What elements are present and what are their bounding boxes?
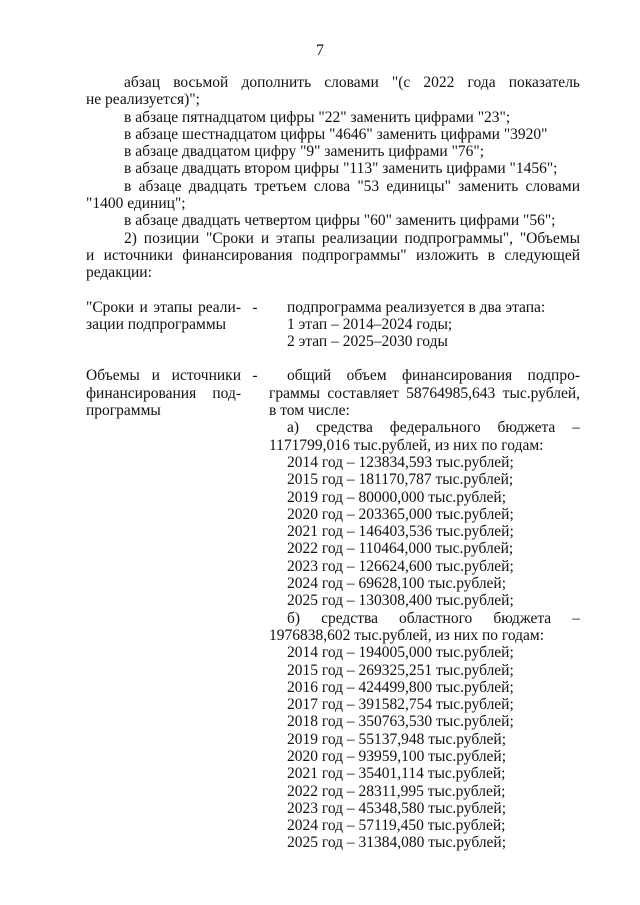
page-number: 7 — [316, 42, 324, 59]
regional-year-item: 2024 год – 57119,450 тыс.рублей; — [287, 817, 506, 835]
paragraph-line: "1400 единиц"; — [86, 195, 186, 213]
label-schedule-line2: зации подпрограммы — [86, 315, 227, 333]
federal-year-item: 2019 год – 80000,000 тыс.рублей; — [287, 488, 507, 506]
federal-year-item: 2025 год – 130308,400 тыс.рублей; — [287, 592, 514, 610]
paragraph-line: в абзаце двадцатом цифру "9" заменить цифрами "76"; — [124, 143, 485, 161]
label-schedule — [86, 299, 241, 351]
schedule-line: 2 этап – 2025–2030 годы — [287, 333, 448, 351]
regional-year-item: 2014 год – 194005,000 тыс.рублей; — [287, 644, 514, 662]
dash-separator: - — [252, 298, 258, 316]
funding-total-line: в том числе: — [269, 402, 350, 420]
federal-budget-line: 1171799,016 тыс.рублей, из них по годам: — [269, 436, 544, 454]
funding-total-line: граммы составляет 58764985,643 тыс.рублей, — [269, 384, 580, 402]
paragraph-line: в абзаце двадцать четвертом цифры "60" заменить цифрами "56"; — [124, 212, 556, 230]
regional-year-item: 2025 год – 31384,080 тыс.рублей; — [287, 834, 507, 852]
regional-year-item: 2023 год – 45348,580 тыс.рублей; — [287, 799, 507, 817]
paragraph-line: в абзаце двадцать втором цифры "113" заменить цифрами "1456"; — [124, 160, 558, 178]
federal-year-item: 2021 год – 146403,536 тыс.рублей; — [287, 523, 514, 541]
federal-year-item: 2022 год – 110464,000 тыс.рублей; — [287, 540, 514, 558]
paragraph-line: редакции: — [86, 264, 152, 282]
schedule-content — [269, 299, 580, 351]
paragraph-line: не реализуется)"; — [86, 91, 200, 109]
spacer — [86, 350, 580, 367]
federal-years-list — [269, 454, 580, 610]
funding-total-line: общий объем финансирования подпро- — [287, 367, 580, 385]
amendment-paragraphs — [86, 74, 580, 282]
regional-year-item: 2022 год – 28311,995 тыс.рублей; — [287, 782, 506, 800]
schedule-line: 1 этап – 2014–2024 годы; — [287, 315, 453, 333]
regional-year-item: 2017 год – 391582,754 тыс.рублей; — [287, 696, 514, 714]
federal-year-item: 2024 год – 69628,100 тыс.рублей; — [287, 575, 507, 593]
federal-year-item: 2020 год – 203365,000 тыс.рублей; — [287, 505, 514, 523]
regional-year-item: 2016 год – 424499,800 тыс.рублей; — [287, 678, 514, 696]
federal-year-item: 2023 год – 126624,600 тыс.рублей; — [287, 557, 514, 575]
federal-budget-line: а) средства федерального бюджета – — [287, 419, 580, 437]
paragraph-line: абзац восьмой дополнить словами "(с 2022 года показатель — [124, 74, 580, 91]
paragraph-line: в абзаце пятнадцатом цифры "22" заменить цифрами "23"; — [124, 108, 511, 126]
dash-separator: - — [252, 367, 258, 385]
federal-year-item: 2014 год – 123834,593 тыс.рублей; — [287, 453, 514, 471]
federal-year-item: 2015 год – 181170,787 тыс.рублей; — [287, 471, 514, 489]
label-funding-line2: финансирования под- — [86, 384, 241, 402]
spacer — [86, 282, 580, 299]
paragraph-line: и источники финансирования подпрограммы" изложить в следующей — [86, 246, 580, 264]
regional-year-item: 2020 год – 93959,100 тыс.рублей; — [287, 747, 507, 765]
label-funding — [86, 367, 241, 851]
label-funding-line3: программы — [86, 402, 161, 420]
paragraph-line: в абзаце шестнадцатом цифры "4646" заменить цифрами "3920" — [124, 125, 548, 143]
regional-years-list — [269, 644, 580, 852]
table-row-funding — [86, 367, 580, 851]
label-funding-line1: Объемы и источники — [86, 367, 241, 385]
regional-year-item: 2015 год – 269325,251 тыс.рублей; — [287, 661, 514, 679]
corner-mark: · · — [621, 4, 632, 13]
table-row-schedule — [86, 299, 580, 351]
funding-content — [269, 367, 580, 851]
regional-year-item: 2021 год – 35401,114 тыс.рублей; — [287, 765, 506, 783]
regional-budget-line: 1976838,602 тыс.рублей, из них по годам: — [269, 626, 545, 644]
paragraph-line: 2) позиции "Сроки и этапы реализации подпрограммы", "Объемы — [124, 229, 580, 247]
regional-budget-line: б) средства областного бюджета – — [287, 609, 580, 627]
paragraph-line: в абзаце двадцать третьем слова "53 единицы" заменить словами — [124, 177, 580, 195]
regional-year-item: 2018 год – 350763,530 тыс.рублей; — [287, 713, 514, 731]
regional-year-item: 2019 год – 55137,948 тыс.рублей; — [287, 730, 507, 748]
document-body — [86, 74, 580, 852]
label-schedule-line1: "Сроки и этапы реали- — [86, 298, 241, 316]
schedule-line: подпрограмма реализуется в два этапа: — [287, 298, 546, 316]
